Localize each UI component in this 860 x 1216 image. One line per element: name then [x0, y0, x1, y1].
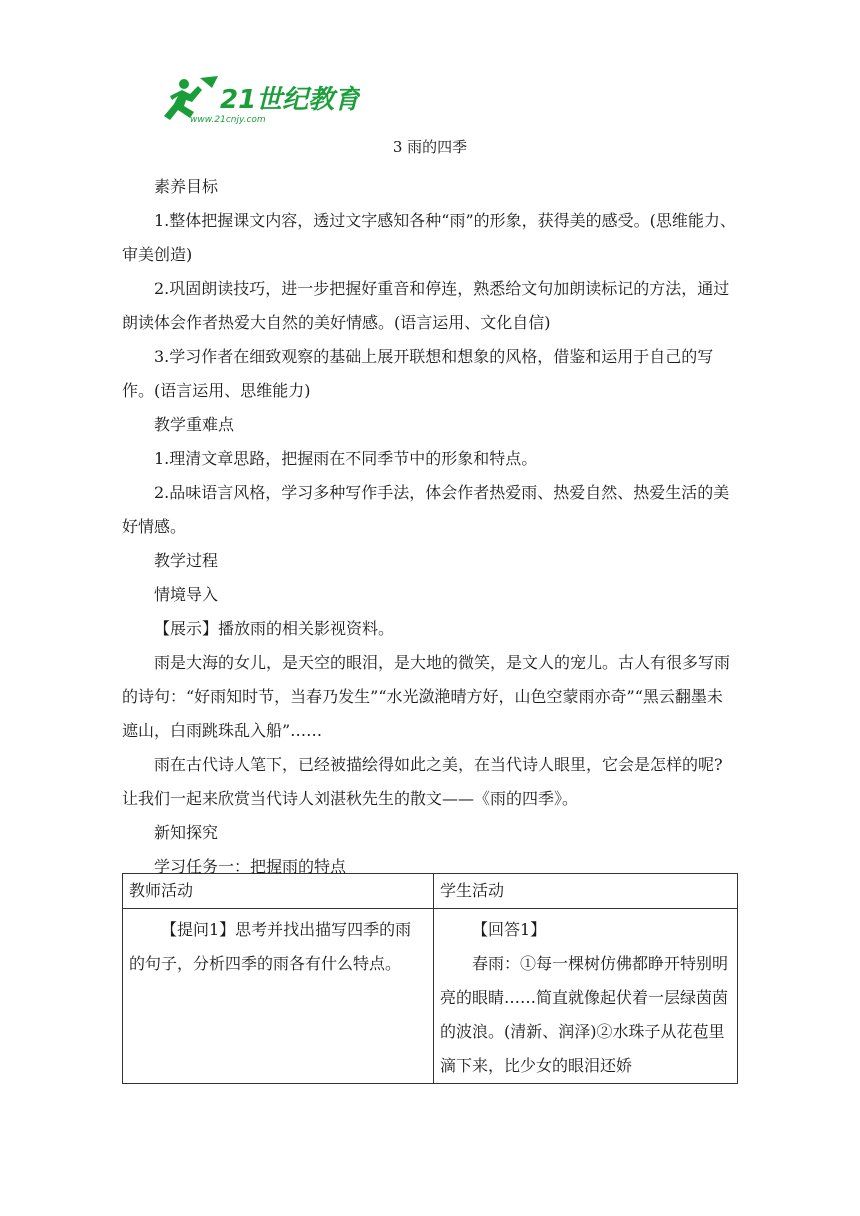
section-heading: 学习任务一：把握雨的特点: [154, 857, 347, 876]
section-heading: 教学过程: [154, 551, 219, 570]
logo-text: 21世纪教育: [220, 85, 360, 115]
paragraph: 2.品味语言风格，学习多种写作手法，体会作者热爱雨、热爱自然、热爱生活的美好情感。: [122, 483, 730, 536]
paragraph: 1.整体把握课文内容，透过文字感知各种“雨”的形象，获得美的感受。(思维能力、审美创造): [122, 211, 736, 264]
teacher-cell: [123, 909, 434, 1084]
paragraph: 雨在古代诗人笔下，已经被描绘得如此之美，在当代诗人眼里，它会是怎样的呢?让我们一起来欣赏当代诗人刘湛秋先生的散文——《雨的四季》。: [122, 755, 723, 808]
site-logo: [160, 74, 360, 126]
teacher-activity: 【提问1】思考并找出描写四季的雨的句子，分析四季的雨各有什么特点。: [129, 920, 412, 973]
student-activity: 春雨：①每一棵树仿佛都睁开特别明亮的眼睛……简直就像起伏着一层绿茵茵的波浪。(清新、润泽)②水珠子从花苞里滴下来，比少女的眼泪还娇: [440, 954, 729, 1075]
activity-table: [122, 873, 738, 1084]
logo-url: www.21cnjy.com: [190, 115, 266, 125]
table-row: [123, 909, 738, 1084]
paragraph: 1.理清文章思路，把握雨在不同季节中的形象和特点。: [154, 449, 538, 468]
document-body: [122, 170, 738, 884]
table-header-row: [123, 874, 738, 909]
section-heading: 教学重难点: [154, 415, 235, 434]
section-heading: 素养目标: [154, 177, 219, 196]
table-header-cell: 学生活动: [434, 874, 738, 909]
student-activity-title: 【回答1】: [472, 920, 547, 939]
section-heading: 情境导入: [154, 585, 219, 604]
paragraph: 3.学习作者在细致观察的基础上展开联想和想象的风格，借鉴和运用于自己的写作。(语言运用、思维能力): [122, 347, 714, 400]
paragraph: 雨是大海的女儿，是天空的眼泪，是大地的微笑，是文人的宠儿。古人有很多写雨的诗句：“好雨知时节，当春乃发生”“水光潋滟晴方好，山色空蒙雨亦奇”“黑云翻墨未遮山，白雨跳珠乱入船”……: [122, 653, 731, 740]
page-title: 3 雨的四季: [392, 138, 468, 156]
table-header-cell: 教师活动: [123, 874, 434, 909]
paragraph: 【展示】播放雨的相关影视资料。: [154, 619, 395, 638]
section-heading: 新知探究: [154, 823, 219, 842]
paragraph: 2.巩固朗读技巧，进一步把握好重音和停连，熟悉给文句加朗读标记的方法，通过朗读体会作者热爱大自然的美好情感。(语言运用、文化自信): [122, 279, 730, 332]
runner-icon: [164, 76, 218, 120]
student-cell: [434, 909, 738, 1084]
